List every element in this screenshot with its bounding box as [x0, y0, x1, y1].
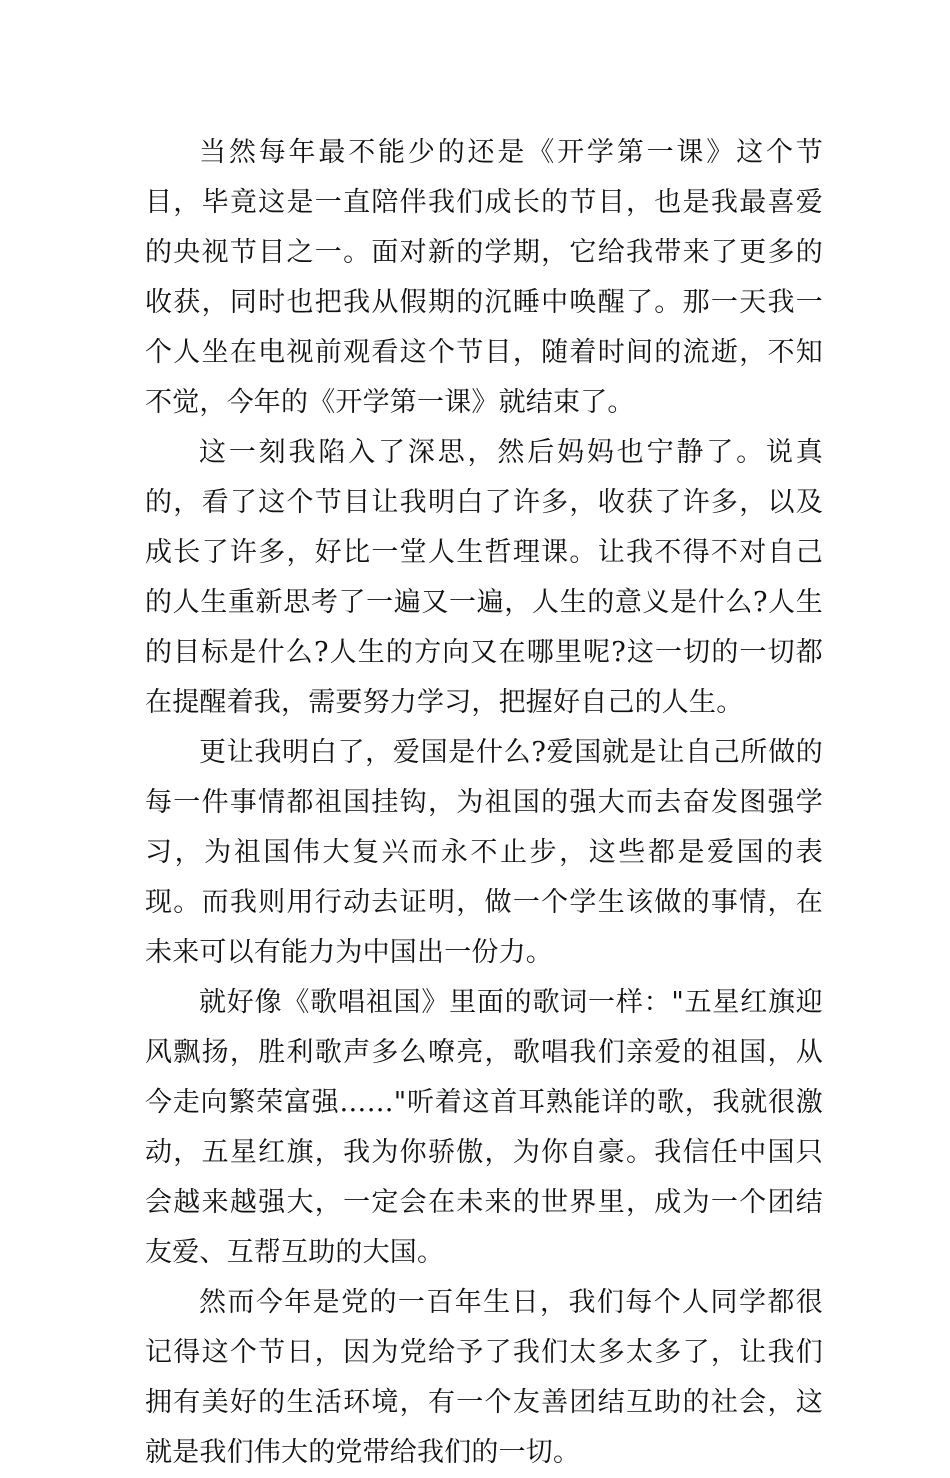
paragraph-1: 当然每年最不能少的还是《开学第一课》这个节目，毕竟这是一直陪伴我们成长的节目，也是我最喜爱的央视节目之一。面对新的学期，它给我带来了更多的收获，同时也把我从假期的沉睡中唤醒了。那一天我一个人坐在电视前观看这个节目，随着时间的流逝，不知不觉，今年的《开学第一课》就结束了。 [145, 137, 823, 418]
paragraph-4: 就好像《歌唱祖国》里面的歌词一样："五星红旗迎风飘扬，胜利歌声多么嘹亮，歌唱我们亲爱的祖国，从今走向繁荣富强……"听着这首耳熟能详的歌，我就很激动，五星红旗，我为你骄傲，为你自豪。我信任中国只会越来越强大，一定会在未来的世界里，成为一个团结友爱、互帮互助的大国。 [145, 987, 823, 1268]
document-body [145, 128, 823, 1478]
paragraph-5: 然而今年是党的一百年生日，我们每个人同学都很记得这个节日，因为党给予了我们太多太多了，让我们拥有美好的生活环境，有一个友善团结互助的社会，这就是我们伟大的党带给我们的一切。 [145, 1287, 823, 1468]
paragraph-2: 这一刻我陷入了深思，然后妈妈也宁静了。说真的，看了这个节目让我明白了许多，收获了许多，以及成长了许多，好比一堂人生哲理课。让我不得不对自己的人生重新思考了一遍又一遍，人生的意义是什么?人生的目标是什么?人生的方向又在哪里呢?这一切的一切都在提醒着我，需要努力学习，把握好自己的人生。 [145, 437, 823, 718]
paragraph-3: 更让我明白了，爱国是什么?爱国就是让自己所做的每一件事情都祖国挂钩，为祖国的强大而去奋发图强学习，为祖国伟大复兴而永不止步，这些都是爱国的表现。而我则用行动去证明，做一个学生该做的事情，在未来可以有能力为中国出一份力。 [145, 737, 823, 968]
